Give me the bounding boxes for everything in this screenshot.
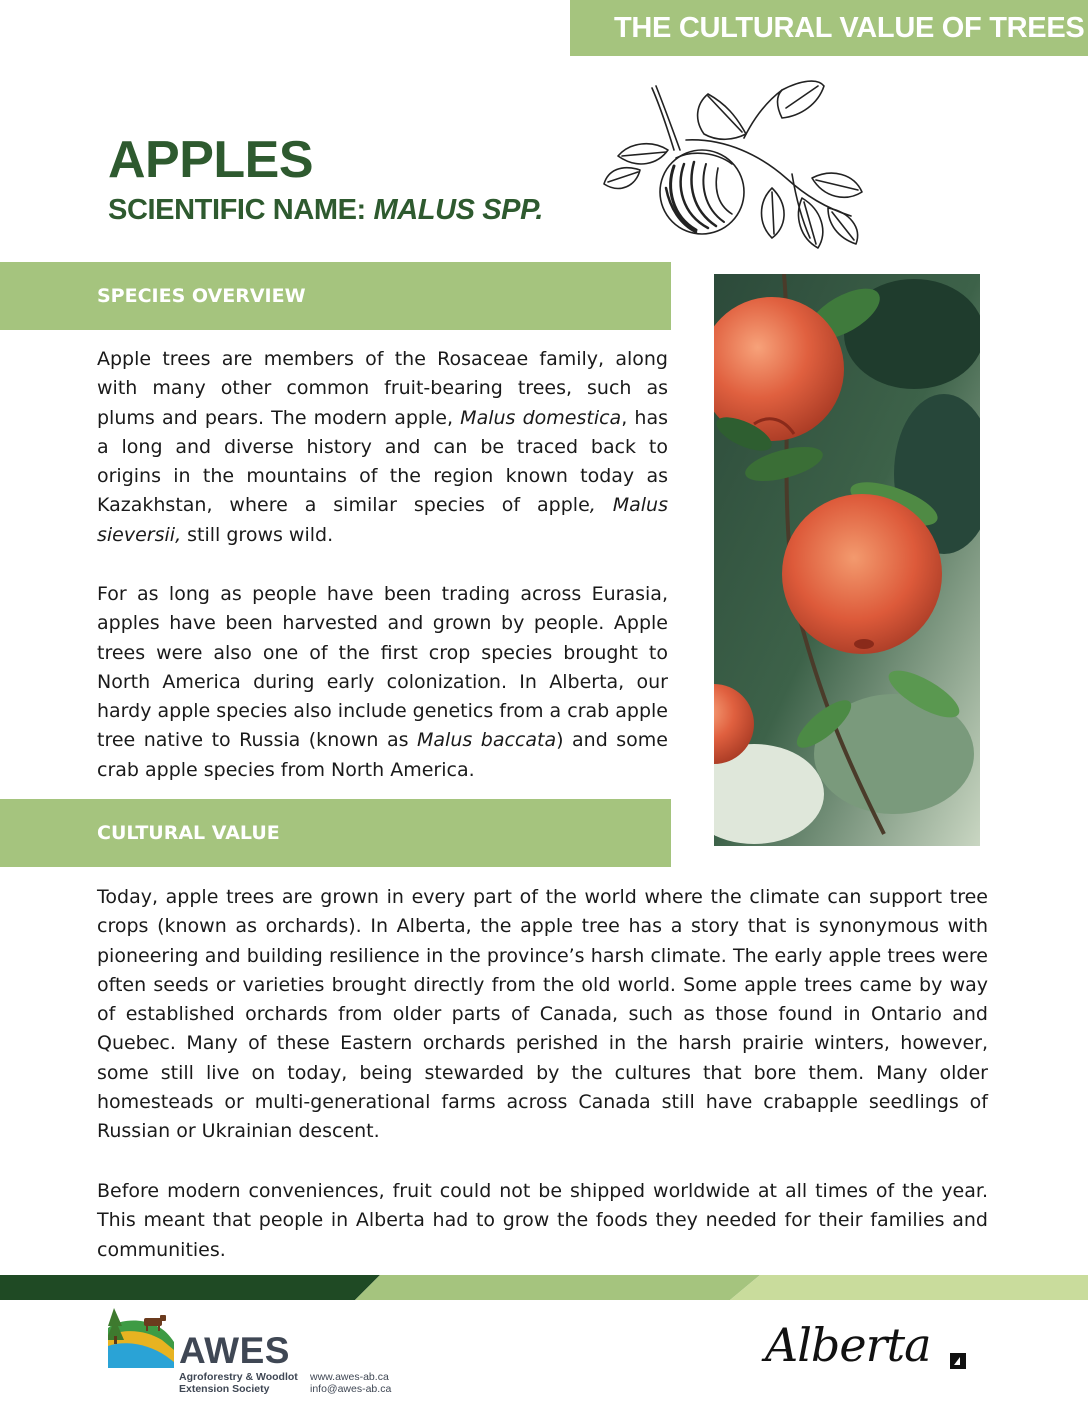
footer-stripe xyxy=(0,1275,1088,1300)
awes-wordmark: AWES xyxy=(179,1330,290,1371)
cultural-paragraph-2: Before modern conveniences, fruit could not be shipped worldwide at all times of the year. This meant that people in Alberta had to grow the foods they needed for their families and communities. xyxy=(97,1180,988,1261)
scientific-name-value: MALUS SPP. xyxy=(373,194,543,226)
overview-paragraph-2: For as long as people have been trading across Eurasia, apples have been harvested and grown by people. Apple trees were also one of the first crop species brought to North America during early colonization. In Alberta, our hardy apple species also include genetics from a crab apple tree native to Russia (known as Malus baccata) and some crab apple species from North America. xyxy=(97,583,668,781)
cultural-paragraph-1: Today, apple trees are grown in every part of the world where the climate can support tree crops (known as orchards). In Alberta, the apple tree has a story that is synonymous with pioneering and building resilience in the province’s harsh climate. The early apple trees were often seeds or varieties brought directly from the old world. Some apple trees came by way of established orchards from older parts of Canada, such as those found in Ontario and Quebec. Many of these Eastern orchards perished in the harsh prairie winters, however, some still live on today, being stewarded by the cultures that bore them. Many older homesteads or multi-generational farms across Canada still have crabapple seedlings of Russian or Ukrainian descent. xyxy=(97,886,988,1143)
apple-tree-photo xyxy=(714,274,980,846)
awes-fullname: Agroforestry & Woodlot Extension Society xyxy=(179,1371,298,1395)
section-header-species-overview: SPECIES OVERVIEW xyxy=(0,262,671,330)
alberta-logo-mark xyxy=(950,1353,966,1369)
page-title: APPLES xyxy=(108,131,314,189)
section-header-cultural-value: CULTURAL VALUE xyxy=(0,799,671,867)
apple-branch-illustration xyxy=(596,78,868,258)
website-link[interactable]: www.awes-ab.ca xyxy=(310,1371,389,1383)
email-link[interactable]: info@awes-ab.ca xyxy=(310,1383,392,1395)
page-banner: THE CULTURAL VALUE OF TREES xyxy=(570,0,1088,56)
scientific-label: SCIENTIFIC NAME: xyxy=(108,194,374,226)
contact-info xyxy=(310,1371,391,1395)
alberta-logo: Alberta xyxy=(765,1318,931,1372)
scientific-name xyxy=(108,194,543,227)
overview-paragraph-1: Apple trees are members of the Rosaceae family, along with many other common fruit-bearing trees, such as plums and pears. The modern apple, Malus domestica, has a long and diverse history and can be traced back to origins in the mountains of the region known today as Kazakhstan, where a similar species of apple, Malus sieversii, still grows wild. xyxy=(97,348,668,546)
